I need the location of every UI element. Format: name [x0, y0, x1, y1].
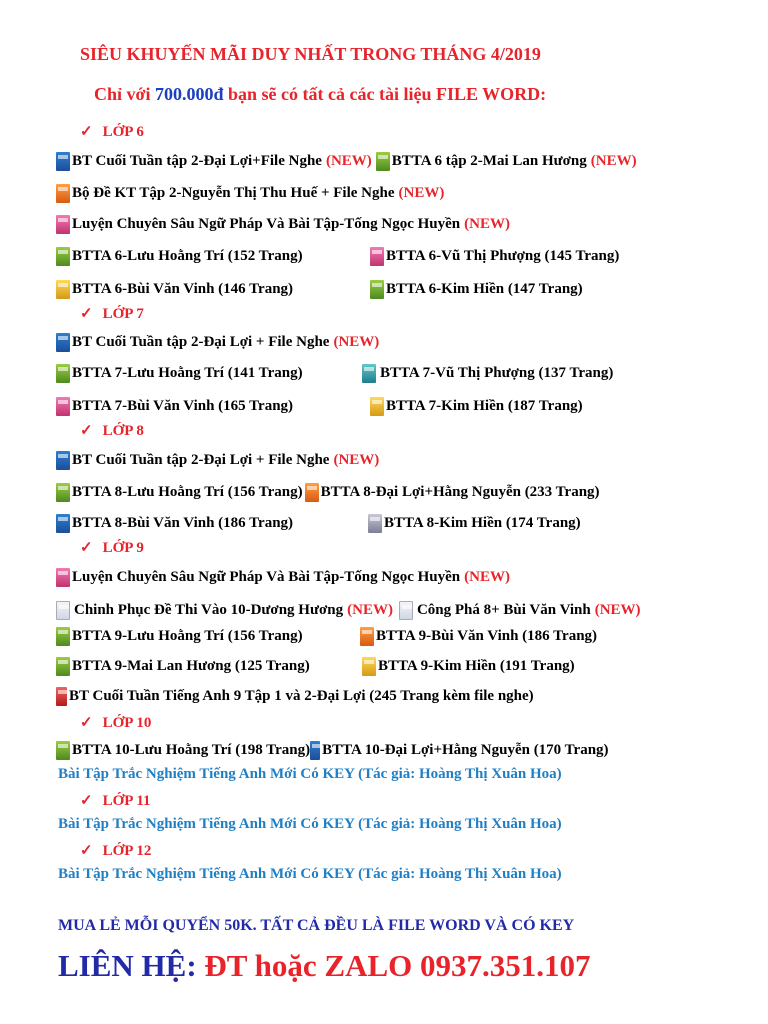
- book-cover-icon: [56, 483, 70, 502]
- item-title: BTTA 7-Kim Hiền (187 Trang): [386, 398, 583, 414]
- list-item: [56, 483, 600, 502]
- item-title: BTTA 6 tập 2-Mai Lan Hương: [391, 153, 587, 169]
- book-cover-icon: [370, 280, 384, 299]
- book-cover-icon: [56, 687, 67, 706]
- new-tag: (NEW): [464, 216, 510, 232]
- list-item: [56, 152, 637, 171]
- grade-heading-8: [80, 421, 144, 440]
- item-title: BTTA 8-Đại Lợi+Hằng Nguyễn (233 Trang): [320, 484, 600, 500]
- item-title: BTTA 8-Lưu Hoằng Trí (156 Trang): [72, 484, 303, 500]
- contact-label: LIÊN HỆ:: [58, 948, 197, 983]
- item-title: Luyện Chuyên Sâu Ngữ Pháp Và Bài Tập-Tống Ngọc Huyền: [72, 569, 461, 585]
- book-cover-icon: [56, 364, 70, 383]
- list-item: Bài Tập Trắc Nghiệm Tiếng Anh Mới Có KEY (Tác giả: Hoàng Thị Xuân Hoa): [58, 766, 562, 782]
- item-title: BTTA 6-Bùi Văn Vinh (146 Trang): [72, 281, 294, 297]
- list-item: [56, 627, 303, 646]
- list-item: [56, 451, 379, 470]
- check-icon: ✓: [80, 715, 93, 731]
- item-title: BT Cuối Tuần tập 2-Đại Lợi + File Nghe: [72, 334, 330, 350]
- grade-heading-11: [80, 791, 151, 810]
- retail-note: MUA LẺ MỖI QUYỂN 50K. TẤT CẢ ĐỀU LÀ FILE WORD VÀ CÓ KEY: [58, 917, 575, 934]
- book-cover-icon: [56, 280, 70, 299]
- item-title: BTTA 10-Đại Lợi+Hằng Nguyễn (170 Trang): [322, 742, 609, 758]
- check-icon: ✓: [80, 793, 93, 809]
- check-icon: ✓: [80, 540, 93, 556]
- book-cover-icon: [310, 741, 320, 760]
- item-title: BTTA 6-Lưu Hoằng Trí (152 Trang): [72, 248, 303, 264]
- new-tag: (NEW): [325, 153, 372, 169]
- book-cover-icon: [56, 333, 70, 352]
- grade-label: LỚP 11: [102, 793, 151, 809]
- offer-line: [94, 84, 546, 105]
- item-title: BTTA 9-Bùi Văn Vinh (186 Trang): [376, 628, 598, 644]
- grade-heading-10: [80, 713, 151, 732]
- item-title: BTTA 7-Vũ Thị Phượng (137 Trang): [380, 365, 614, 381]
- item-title: Luyện Chuyên Sâu Ngữ Pháp Và Bài Tập-Tống Ngọc Huyền: [72, 216, 461, 232]
- list-item: [56, 397, 293, 416]
- new-tag: (NEW): [398, 185, 445, 201]
- book-cover-icon: [360, 627, 374, 646]
- grade-label: LỚP 7: [102, 306, 144, 322]
- item-title: BTTA 10-Lưu Hoằng Trí (198 Trang): [72, 742, 311, 758]
- list-item: [56, 247, 303, 266]
- grade-label: LỚP 8: [102, 423, 144, 439]
- page-title: SIÊU KHUYẾN MÃI DUY NHẤT TRONG THÁNG 4/2019: [80, 44, 541, 64]
- item-title: BTTA 9-Lưu Hoằng Trí (156 Trang): [72, 628, 303, 644]
- book-cover-icon: [56, 601, 70, 620]
- list-item: [370, 397, 583, 416]
- item-title: BT Cuối Tuần Tiếng Anh 9 Tập 1 và 2-Đại Lợi (245 Trang kèm file nghe): [69, 688, 534, 704]
- new-tag: (NEW): [333, 452, 380, 468]
- book-cover-icon: [362, 364, 376, 383]
- list-item: [368, 514, 581, 533]
- list-item: [370, 280, 583, 299]
- list-item: [56, 514, 293, 533]
- item-title: BT Cuối Tuần tập 2-Đại Lợi + File Nghe: [72, 452, 330, 468]
- list-item: [56, 657, 310, 676]
- item-title: BTTA 6-Kim Hiền (147 Trang): [386, 281, 583, 297]
- list-item: [56, 687, 534, 706]
- check-icon: ✓: [80, 843, 93, 859]
- book-cover-icon: [56, 627, 70, 646]
- grade-heading-6: [80, 122, 144, 141]
- item-title: BTTA 7-Lưu Hoằng Trí (141 Trang): [72, 365, 303, 381]
- list-item: [362, 364, 613, 383]
- list-item: Bài Tập Trắc Nghiệm Tiếng Anh Mới Có KEY (Tác giả: Hoàng Thị Xuân Hoa): [58, 866, 562, 882]
- item-title: BTTA 9-Kim Hiền (191 Trang): [378, 658, 575, 674]
- list-item: [370, 247, 619, 266]
- book-cover-icon: [56, 184, 70, 203]
- book-cover-icon: [305, 483, 319, 502]
- item-title: BTTA 8-Bùi Văn Vinh (186 Trang): [72, 515, 294, 531]
- list-item: [56, 601, 641, 620]
- book-cover-icon: [56, 152, 70, 171]
- book-cover-icon: [56, 397, 70, 416]
- item-title: BTTA 7-Bùi Văn Vinh (165 Trang): [72, 398, 294, 414]
- item-title: Bộ Đề KT Tập 2-Nguyễn Thị Thu Huế + File Nghe: [72, 185, 395, 201]
- contact-phone: ĐT hoặc ZALO 0937.351.107: [196, 948, 591, 983]
- book-cover-icon: [370, 247, 384, 266]
- book-cover-icon: [368, 514, 382, 533]
- new-tag: (NEW): [590, 153, 637, 169]
- item-title: Chinh Phục Đề Thi Vào 10-Dương Hương: [74, 602, 344, 618]
- offer-text-post: bạn sẽ có tất cả các tài liệu FILE WORD:: [223, 84, 547, 104]
- book-cover-icon: [56, 657, 70, 676]
- new-tag: (NEW): [347, 602, 393, 618]
- offer-price: 700.000đ: [154, 84, 224, 104]
- grade-label: LỚP 9: [102, 540, 144, 556]
- check-icon: ✓: [80, 124, 93, 140]
- book-cover-icon: [56, 514, 70, 533]
- list-item: [56, 215, 510, 234]
- check-icon: ✓: [80, 423, 93, 439]
- item-title: BTTA 9-Mai Lan Hương (125 Trang): [72, 658, 310, 674]
- grade-label: LỚP 6: [102, 124, 144, 140]
- book-cover-icon: [56, 215, 70, 234]
- list-item: [56, 184, 444, 203]
- item-title: BT Cuối Tuần tập 2-Đại Lợi+File Nghe: [72, 153, 322, 169]
- grade-heading-12: [80, 841, 151, 860]
- list-item: [360, 627, 597, 646]
- book-cover-icon: [56, 451, 70, 470]
- list-item: [56, 280, 293, 299]
- book-cover-icon: [376, 152, 390, 171]
- item-title: Công Phá 8+ Bùi Văn Vinh: [416, 602, 591, 618]
- check-icon: ✓: [80, 306, 93, 322]
- book-cover-icon: [362, 657, 376, 676]
- list-item: [56, 741, 609, 760]
- book-cover-icon: [56, 568, 70, 587]
- list-item: [56, 333, 379, 352]
- offer-text-pre: Chỉ với: [94, 84, 155, 104]
- list-item: [362, 657, 575, 676]
- grade-heading-7: [80, 304, 144, 323]
- item-title: BTTA 6-Vũ Thị Phượng (145 Trang): [386, 248, 620, 264]
- list-item: [56, 364, 303, 383]
- book-cover-icon: [56, 247, 70, 266]
- book-cover-icon: [370, 397, 384, 416]
- item-title: BTTA 8-Kim Hiền (174 Trang): [384, 515, 581, 531]
- grade-label: LỚP 10: [102, 715, 152, 731]
- contact-line: [58, 948, 591, 984]
- new-tag: (NEW): [333, 334, 380, 350]
- list-item: Bài Tập Trắc Nghiệm Tiếng Anh Mới Có KEY (Tác giả: Hoàng Thị Xuân Hoa): [58, 816, 562, 832]
- book-cover-icon: [56, 741, 70, 760]
- new-tag: (NEW): [594, 602, 641, 618]
- new-tag: (NEW): [464, 569, 510, 585]
- list-item: [56, 568, 510, 587]
- book-cover-icon: [399, 601, 413, 620]
- grade-heading-9: [80, 538, 144, 557]
- grade-label: LỚP 12: [102, 843, 152, 859]
